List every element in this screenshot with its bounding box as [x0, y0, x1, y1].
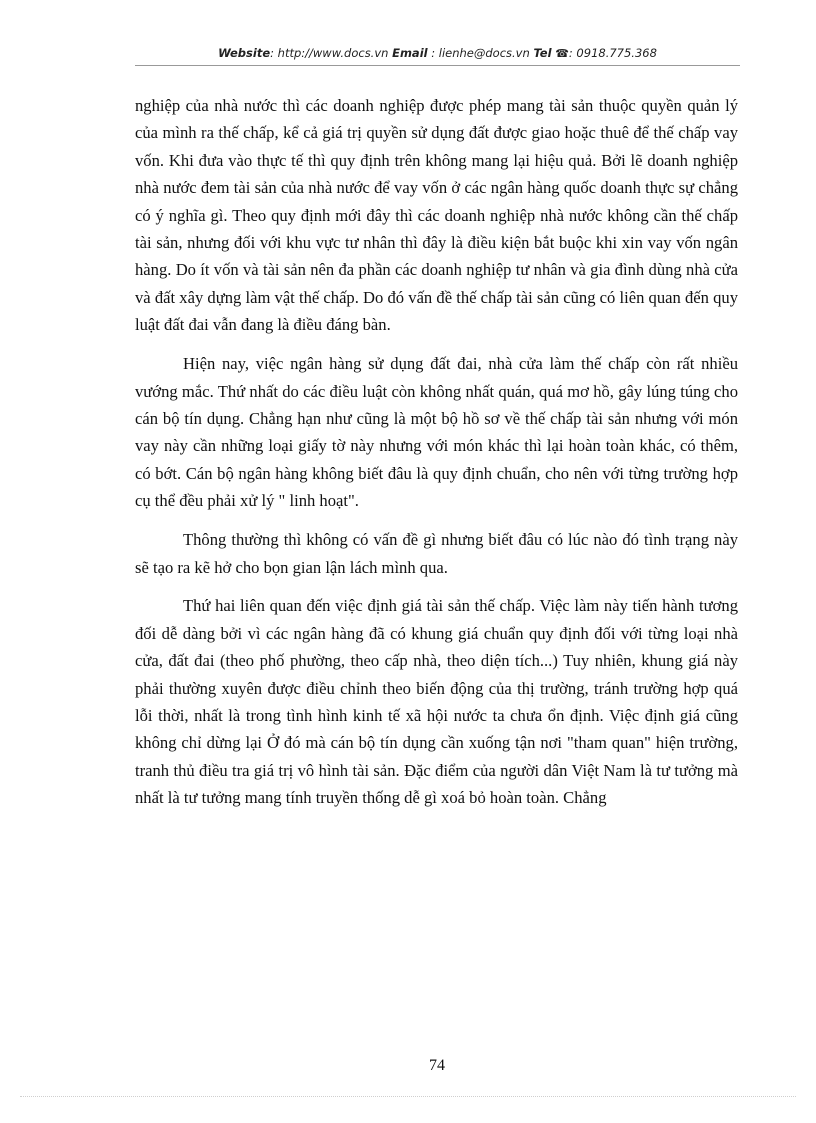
- page-number: 74: [429, 1057, 445, 1074]
- website-value: : http://www.docs.vn: [270, 46, 393, 60]
- tel-value: : 0918.775.368: [568, 46, 657, 60]
- paragraph-2: Hiện nay, việc ngân hàng sử dụng đất đai, nhà cửa làm thế chấp còn rất nhiều vướng mắc. Thứ nhất do các điều luật còn không nhất quán, quá mơ hồ, gây lúng túng cho cán bộ tín dụng. Chẳng hạn như cũng là một bộ hồ sơ về thế chấp tài sản nhưng với món vay này cần những loại giấy tờ này nhưng với món khác thì lại hoàn toàn khác, có thêm, có bớt. Cán bộ ngân hàng không biết đâu là quy định chuẩn, cho nên với từng trường hợp cụ thể đều phải xử lý " linh hoạt".: [135, 354, 738, 511]
- email-label: Email: [392, 46, 428, 60]
- website-label: Website: [218, 46, 271, 60]
- header-divider: [135, 65, 740, 66]
- page-header: [135, 46, 740, 60]
- tel-label: Tel: [533, 46, 552, 60]
- phone-icon: ☎: [555, 47, 569, 60]
- paragraph-3: Thông thường thì không có vấn đề gì nhưng biết đâu có lúc nào đó tình trạng này sẽ tạo ra kẽ hở cho bọn gian lận lách mình qua.: [135, 530, 738, 577]
- paragraph-1: nghiệp của nhà nước thì các doanh nghiệp được phép mang tài sản thuộc quyền quản lý của mình ra thế chấp, kể cả giá trị quyền sử dụng đất được giao hoặc thuê để thế chấp vay vốn. Khi đưa vào thực tế thì quy định trên không mang lại hiệu quả. Bởi lẽ doanh nghiệp nhà nước đem tài sản của nhà nước để vay vốn ở các ngân hàng quốc doanh thực sự chẳng có ý nghĩa gì. Theo quy định mới đây thì các doanh nghiệp nhà nước không cần thế chấp tài sản, nhưng đối với khu vực tư nhân thì đây là điều kiện bắt buộc khi xin vay vốn ngân hàng. Do ít vốn và tài sản nên đa phần các doanh nghiệp tư nhân và gia đình dùng nhà cửa và đất xây dựng làm vật thế chấp. Do đó vấn đề thế chấp tài sản cũng có liên quan đến quy luật đất đai vẫn đang là điều đáng bàn.: [135, 96, 738, 335]
- paragraph-4: Thứ hai liên quan đến việc định giá tài sản thế chấp. Việc làm này tiến hành tương đối dễ dàng bởi vì các ngân hàng đã có khung giá chuẩn quy định đối với từng loại nhà cửa, đất đai (theo phố phường, theo cấp nhà, theo diện tích...) Tuy nhiên, khung giá này phải thường xuyên được điều chỉnh theo biến động của thị trường, tránh trường hợp quá lỗi thời, nhất là trong tình hình kinh tế xã hội nước ta chưa ổn định. Việc định giá cũng không chỉ dừng lại Ở đó mà cán bộ tín dụng cần xuống tận nơi "tham quan" hiện trường, tranh thủ điều tra giá trị vô hình tài sản. Đặc điểm của người dân Việt Nam là tư tưởng mà nhất là tư tưởng mang tính truyền thống dễ gì xoá bỏ hoàn toàn. Chẳng: [135, 596, 738, 808]
- footer-divider: [20, 1096, 796, 1097]
- email-value: : lienhe@docs.vn: [427, 46, 534, 60]
- document-body: [135, 92, 738, 823]
